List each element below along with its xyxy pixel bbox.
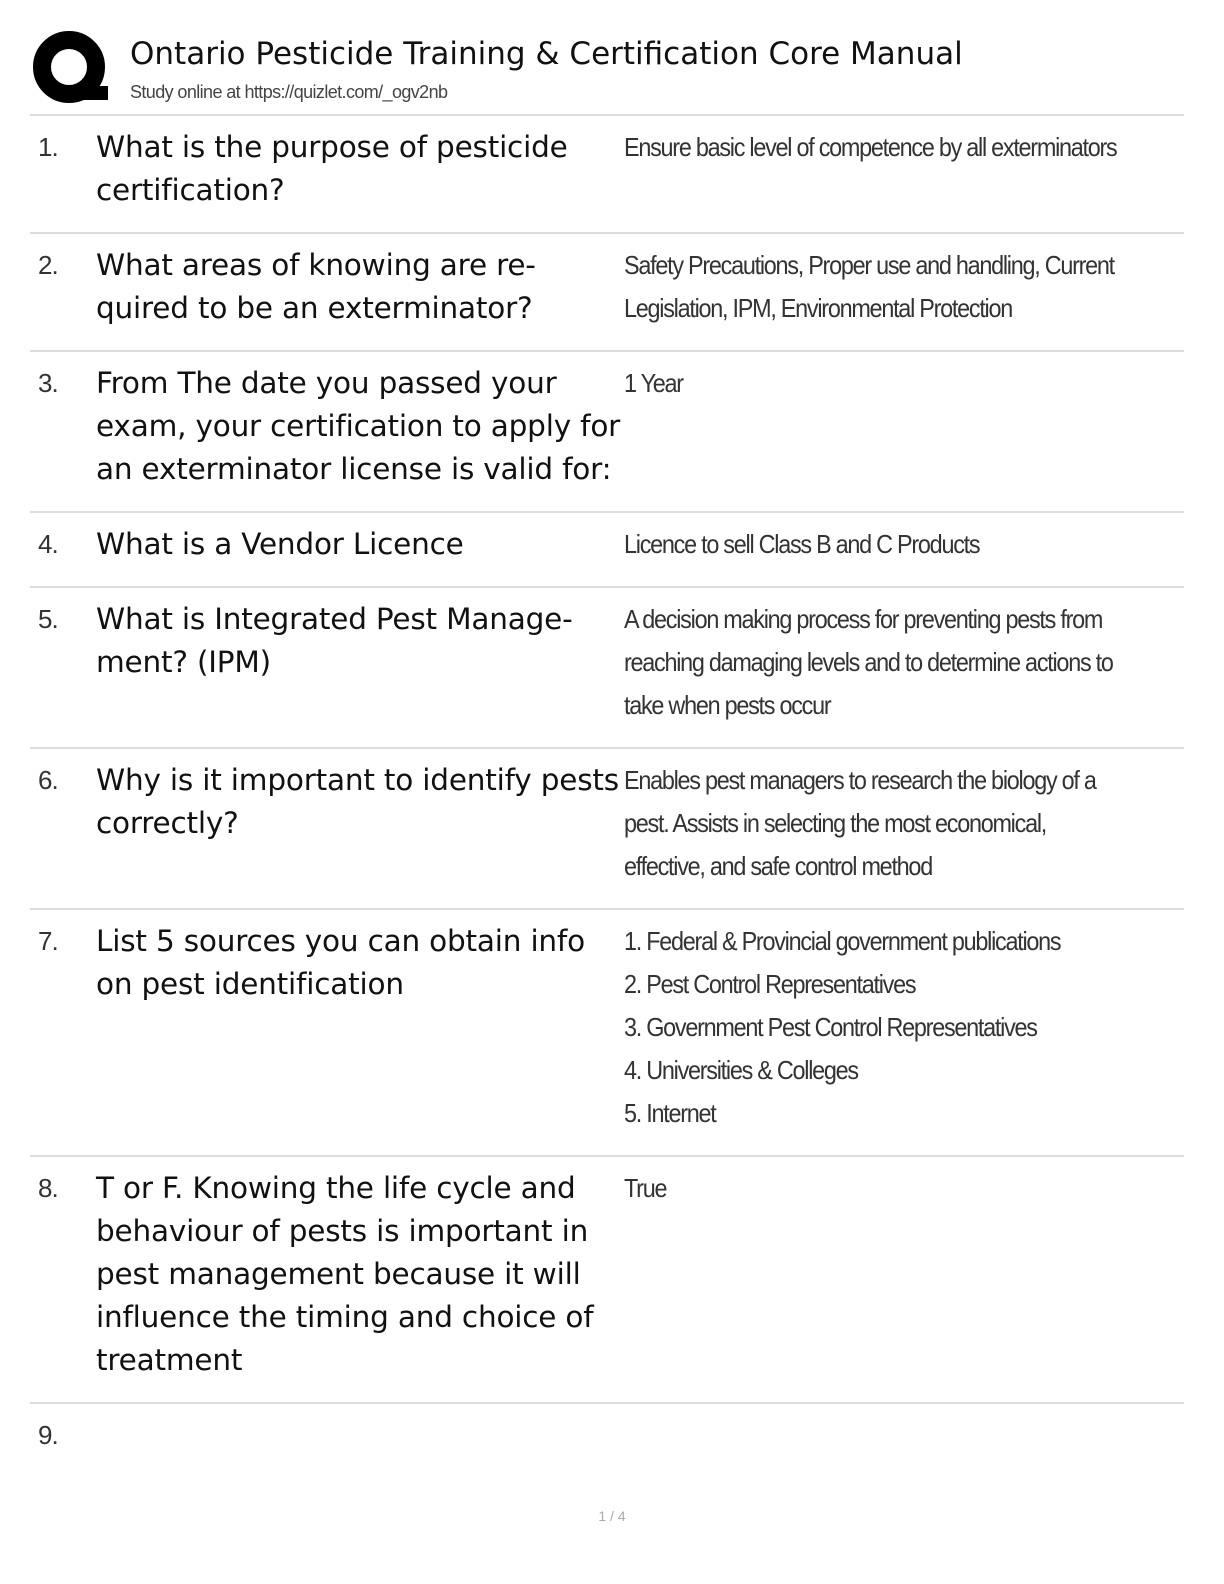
flashcard-list bbox=[30, 116, 1184, 1474]
card-number: 2. bbox=[38, 250, 58, 280]
card-number: 5. bbox=[38, 604, 58, 634]
flashcard-row bbox=[30, 116, 1184, 234]
card-number: 7. bbox=[38, 926, 58, 956]
card-term: What is a Vendor Licence bbox=[96, 527, 464, 561]
card-definition: A decision making process for preventing pests from reaching damaging levels and to determine actions to take when pests occur bbox=[624, 604, 1113, 720]
card-number: 1. bbox=[38, 132, 58, 162]
card-term: From The date you passed your exam, your certification to apply for an exterminator license is valid for: bbox=[96, 366, 621, 486]
document-title: Ontario Pesticide Training & Certification Core Manual bbox=[130, 36, 963, 72]
flashcard-row bbox=[30, 588, 1184, 749]
card-term: What is Integrated Pest Manage- ment? (IPM) bbox=[96, 602, 573, 679]
card-number: 6. bbox=[38, 765, 58, 795]
flashcard-row bbox=[30, 234, 1184, 352]
flashcard-row bbox=[30, 910, 1184, 1157]
card-definition: Safety Precautions, Proper use and handling, Current Legislation, IPM, Environmental Protection bbox=[624, 250, 1114, 323]
page-number: 1 / 4 bbox=[598, 1508, 626, 1524]
study-online-link[interactable]: Study online at https://quizlet.com/_ogv2nb bbox=[130, 82, 448, 102]
card-definition: True bbox=[624, 1173, 667, 1203]
page-header bbox=[30, 28, 1184, 116]
card-number: 4. bbox=[38, 529, 58, 559]
card-definition: Ensure basic level of competence by all exterminators bbox=[624, 132, 1117, 162]
card-term: List 5 sources you can obtain info on pest identification bbox=[96, 924, 585, 1001]
flashcard-row bbox=[30, 352, 1184, 513]
card-number: 3. bbox=[38, 368, 58, 398]
card-term: What areas of knowing are re- quired to be an exterminator? bbox=[96, 248, 536, 325]
quizlet-q-logo-icon bbox=[32, 30, 110, 108]
flashcard-row bbox=[30, 1157, 1184, 1404]
card-number: 9. bbox=[38, 1420, 58, 1450]
flashcard-row bbox=[30, 513, 1184, 588]
flashcard-row bbox=[30, 749, 1184, 910]
card-definition: Enables pest managers to research the biology of a pest. Assists in selecting the most economical, effective, and safe control method bbox=[624, 765, 1096, 881]
card-definition: 1 Year bbox=[624, 368, 683, 398]
card-term: T or F. Knowing the life cycle and behaviour of pests is important in pest management because it will influence the timing and choice of treatment bbox=[96, 1171, 594, 1377]
flashcard-row bbox=[30, 1404, 1184, 1474]
card-definition: 1. Federal & Provincial government publications 2. Pest Control Representatives 3. Government Pest Control Representatives 4. Universities & Colleges 5. Internet bbox=[624, 926, 1061, 1128]
card-number: 8. bbox=[38, 1173, 58, 1203]
card-term: What is the purpose of pesticide certification? bbox=[96, 130, 568, 207]
card-term: Why is it important to identify pests correctly? bbox=[96, 763, 619, 840]
card-definition: Licence to sell Class B and C Products bbox=[624, 529, 980, 559]
